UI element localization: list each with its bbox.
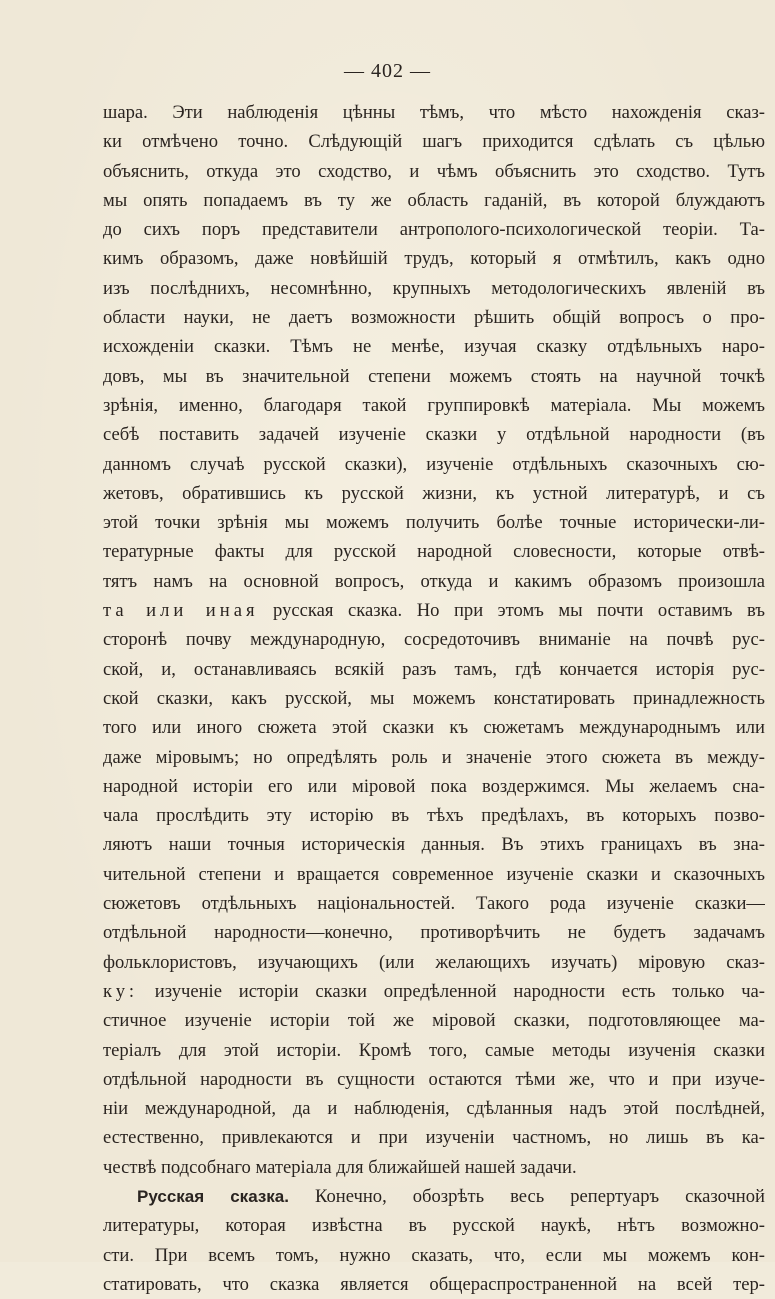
text-line: до сихъ поръ представители антропологo-психологической теоріи. Та-	[103, 219, 765, 241]
text-line: ской сказки, какъ русской, мы можемъ констатировать принадлежность	[103, 687, 765, 709]
text-line: народной исторіи его или міровой пока воздержимся. Мы желаемъ сна-	[103, 775, 765, 797]
text-line: данномъ случаѣ русской сказки), изученіе отдѣльныхъ сказочныхъ сю-	[103, 453, 765, 475]
text-line: литературы, которая извѣстна въ русской наукѣ, нѣтъ возможно-	[103, 1215, 765, 1237]
text-line: чала прослѣдить эту исторію въ тѣхъ предѣлахъ, въ которыхъ позво-	[103, 805, 765, 827]
text-line: статировать, что сказка является общераспространенной на всей тер-	[103, 1273, 765, 1295]
text-line: ки отмѣчено точно. Слѣдующій шагъ приходится сдѣлать съ цѣлью	[103, 131, 765, 153]
text-line: того или иного сюжета этой сказки къ сюжетамъ международнымъ или	[103, 717, 765, 739]
text-line: изъ послѣднихъ, несомнѣнно, крупныхъ методологическихъ явленій въ	[103, 277, 765, 299]
paragraph	[103, 1182, 765, 1299]
text-line: даже міровымъ; но опредѣлять роль и значеніе этого сюжета въ между-	[103, 746, 765, 768]
text-line: отдѣльной народности въ сущности остаются тѣми же, что и при изуче-	[103, 1068, 765, 1090]
body-text	[103, 98, 765, 1299]
text-line: сти. При всемъ томъ, нужно сказать, что, если мы можемъ кон-	[103, 1244, 765, 1266]
text-line	[103, 596, 765, 625]
text-line: довъ, мы въ значительной степени можемъ стоять на научной точкѣ	[103, 365, 765, 387]
text-line: чествѣ подсобнаго матеріала для ближайшей нашей задачи.	[103, 1156, 577, 1178]
text-line: объяснить, откуда это сходство, и чѣмъ объяснить это сходство. Тутъ	[103, 160, 765, 182]
text-line: теріалъ для этой исторіи. Кромѣ того, самые методы изученія сказки	[103, 1039, 765, 1061]
section-heading: Русская сказка.	[137, 1186, 289, 1206]
text-line: ской, и, останавливаясь всякій разъ тамъ, гдѣ кончается исторія рус-	[103, 658, 765, 680]
text-line: шара. Эти наблюденія цѣнны тѣмъ, что мѣсто нахожденія сказ-	[103, 102, 765, 123]
text-line	[103, 1182, 765, 1211]
text-line: стичное изученіе исторіи той же міровой сказки, подготовляющее ма-	[103, 1010, 765, 1032]
text-line: фольклористовъ, изучающихъ (или желающихъ изучать) міровую сказ-	[103, 951, 765, 973]
text-line: исхожденіи сказки. Тѣмъ не менѣе, изучая сказку отдѣльныхъ наро-	[103, 336, 765, 358]
paragraph	[103, 98, 765, 1182]
text-fragment: Конечно, обозрѣть весь репертуаръ сказочной	[289, 1185, 765, 1207]
text-line: себѣ поставить задачей изученіе сказки у отдѣльной народности (въ	[103, 424, 765, 446]
text-line: ляютъ наши точныя историческія данныя. Въ этихъ границахъ въ зна-	[103, 834, 765, 856]
text-line: кимъ образомъ, даже новѣйшій трудъ, который я отмѣтилъ, какъ одно	[103, 248, 765, 270]
text-line: ніи международной, да и наблюденія, сдѣланныя надъ этой послѣдней,	[103, 1098, 765, 1120]
text-line: чительной степени и вращается современное изученіе сказки и сказочныхъ	[103, 863, 765, 885]
page-number: — 402 —	[344, 60, 431, 82]
text-line: зрѣнія, именно, благодаря такой группировкѣ матеріала. Мы можемъ	[103, 394, 765, 416]
text-line	[103, 977, 765, 1006]
text-line: сюжетовъ отдѣльныхъ національностей. Такого рода изученіе сказки—	[103, 893, 765, 915]
text-line: жетовъ, обратившись къ русской жизни, къ устной литературѣ, и съ	[103, 482, 765, 504]
text-line: мы опять попадаемъ въ ту же область гаданій, въ которой блуждаютъ	[103, 189, 765, 211]
text-line: области науки, не даетъ возможности рѣшить общій вопросъ о про-	[103, 307, 765, 329]
text-line: отдѣльной народности—конечно, противорѣчить не будетъ задачамъ	[103, 922, 765, 944]
text-line: тятъ намъ на основной вопросъ, откуда и какимъ образомъ произошла	[103, 570, 765, 592]
text-fragment: изученіе исторіи сказки опредѣленной народности есть только ча-	[138, 980, 765, 1002]
text-line: сторонѣ почву международную, сосредоточивъ вниманіе на почвѣ рус-	[103, 629, 765, 651]
text-fragment: русская сказка. Но при этомъ мы почти оставимъ въ	[258, 600, 765, 622]
emphasized-phrase: та или иная	[103, 600, 259, 622]
text-line: этой точки зрѣнія мы можемъ получить болѣе точные исторически-ли-	[103, 512, 765, 534]
text-line: естественно, привлекаются и при изученіи частномъ, но лишь въ ка-	[103, 1127, 765, 1149]
text-line: тературные факты для русской народной словесности, которые отвѣ-	[103, 541, 765, 563]
emphasized-word: ку:	[103, 980, 138, 1002]
